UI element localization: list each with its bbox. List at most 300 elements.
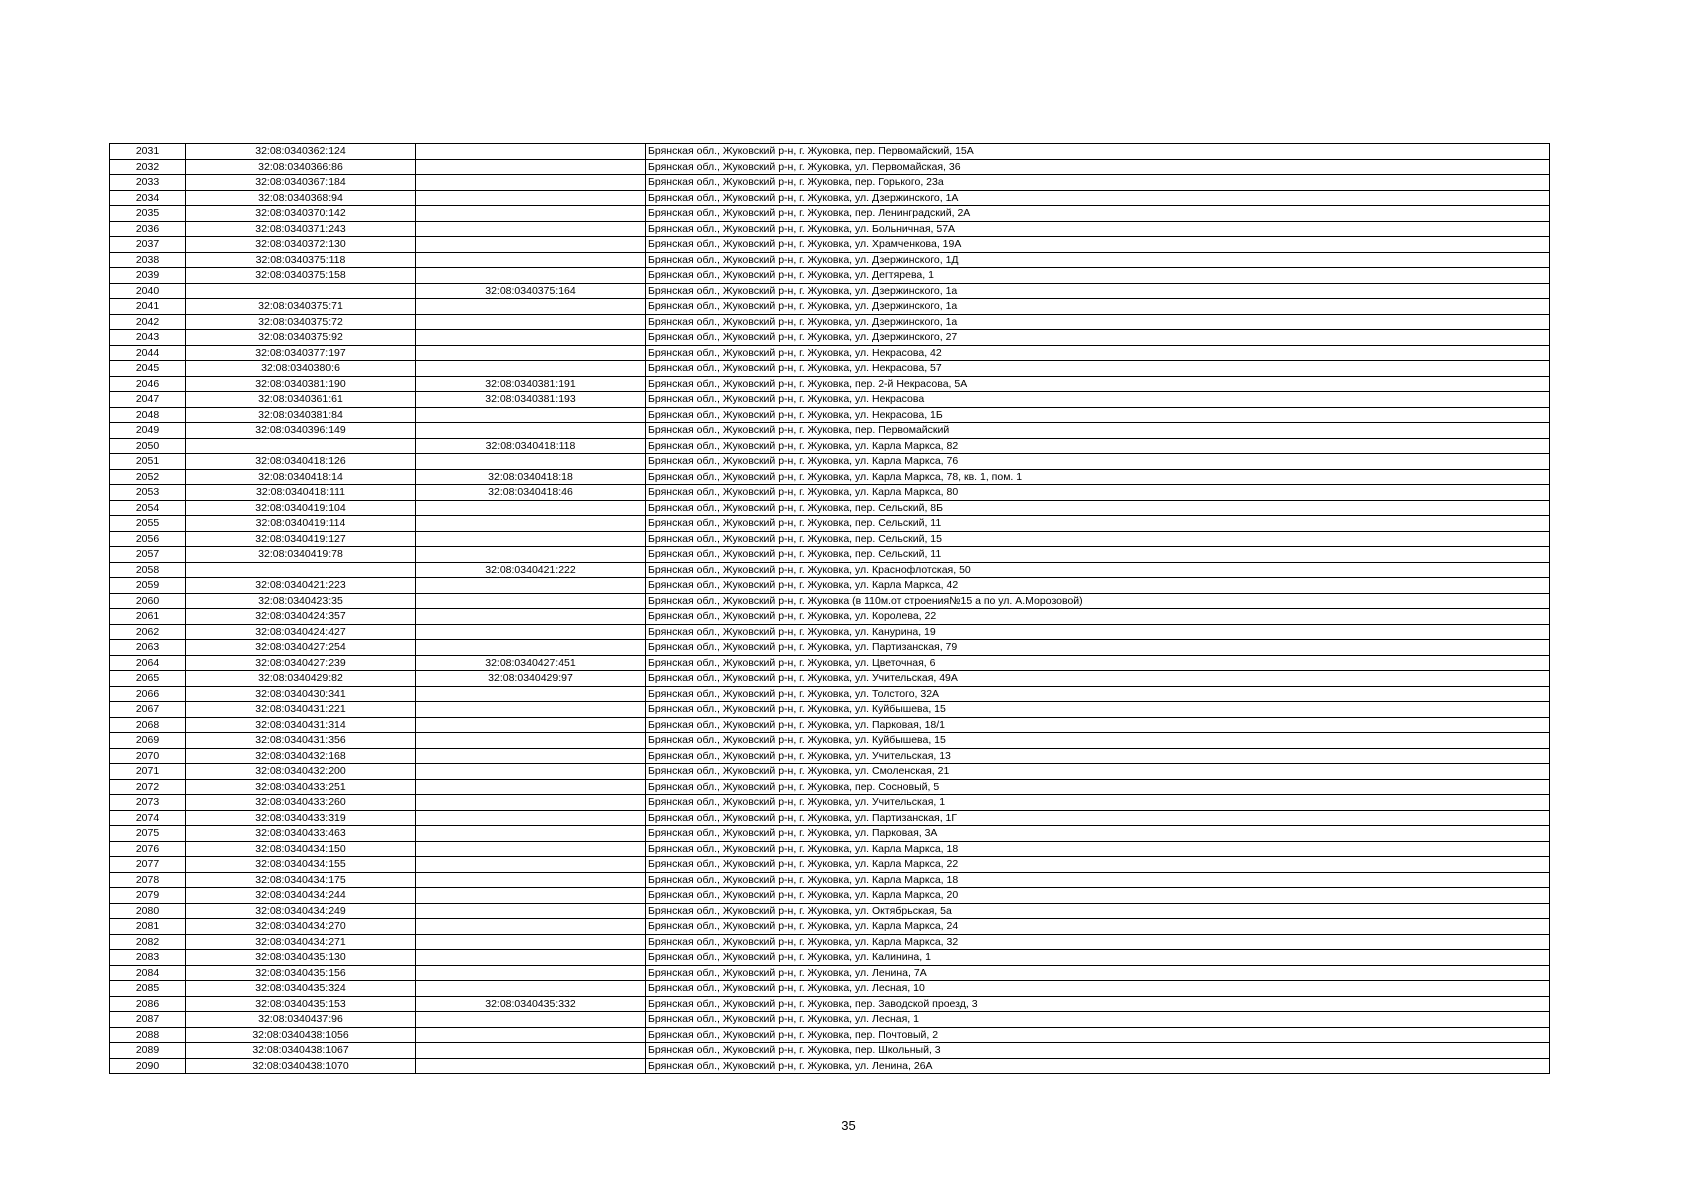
address-cell: Брянская обл., Жуковский р-н, г. Жуковка, ул. Дзержинского, 1а <box>646 283 1550 299</box>
table-row <box>110 237 1550 253</box>
address-cell: Брянская обл., Жуковский р-н, г. Жуковка (в 110м.от строения№15 а по ул. А.Морозовой) <box>646 593 1550 609</box>
cadastral-number-cell: 32:08:0340427:254 <box>186 640 416 656</box>
row-number-cell: 2080 <box>110 903 186 919</box>
related-cadastral-number-cell: 32:08:0340435:332 <box>416 996 646 1012</box>
cadastral-number-cell: 32:08:0340433:319 <box>186 810 416 826</box>
table-row <box>110 640 1550 656</box>
cadastral-number-cell: 32:08:0340435:156 <box>186 965 416 981</box>
row-number-cell: 2050 <box>110 438 186 454</box>
table-row <box>110 748 1550 764</box>
address-cell: Брянская обл., Жуковский р-н, г. Жуковка, пер. Ленинградский, 2А <box>646 206 1550 222</box>
table-row <box>110 888 1550 904</box>
cadastral-number-cell: 32:08:0340434:150 <box>186 841 416 857</box>
address-cell: Брянская обл., Жуковский р-н, г. Жуковка, ул. Карла Маркса, 18 <box>646 872 1550 888</box>
address-cell: Брянская обл., Жуковский р-н, г. Жуковка, ул. Карла Маркса, 80 <box>646 485 1550 501</box>
cadastral-number-cell: 32:08:0340366:86 <box>186 159 416 175</box>
related-cadastral-number-cell <box>416 268 646 284</box>
table-row <box>110 950 1550 966</box>
row-number-cell: 2059 <box>110 578 186 594</box>
cadastral-number-cell: 32:08:0340362:124 <box>186 144 416 160</box>
address-cell: Брянская обл., Жуковский р-н, г. Жуковка, ул. Карла Маркса, 32 <box>646 934 1550 950</box>
related-cadastral-number-cell <box>416 841 646 857</box>
cadastral-number-cell: 32:08:0340424:427 <box>186 624 416 640</box>
cadastral-number-cell: 32:08:0340372:130 <box>186 237 416 253</box>
row-number-cell: 2047 <box>110 392 186 408</box>
row-number-cell: 2034 <box>110 190 186 206</box>
row-number-cell: 2038 <box>110 252 186 268</box>
address-cell: Брянская обл., Жуковский р-н, г. Жуковка, ул. Дзержинского, 1а <box>646 299 1550 315</box>
table-row <box>110 175 1550 191</box>
cadastral-number-cell: 32:08:0340433:260 <box>186 795 416 811</box>
row-number-cell: 2089 <box>110 1043 186 1059</box>
table-row <box>110 857 1550 873</box>
address-cell: Брянская обл., Жуковский р-н, г. Жуковка, ул. Карла Маркса, 22 <box>646 857 1550 873</box>
row-number-cell: 2086 <box>110 996 186 1012</box>
cadastral-number-cell: 32:08:0340367:184 <box>186 175 416 191</box>
table-row <box>110 268 1550 284</box>
row-number-cell: 2041 <box>110 299 186 315</box>
address-cell: Брянская обл., Жуковский р-н, г. Жуковка, ул. Смоленская, 21 <box>646 764 1550 780</box>
related-cadastral-number-cell <box>416 299 646 315</box>
table-row <box>110 872 1550 888</box>
table-row <box>110 826 1550 842</box>
row-number-cell: 2031 <box>110 144 186 160</box>
table-row <box>110 283 1550 299</box>
address-cell: Брянская обл., Жуковский р-н, г. Жуковка, ул. Некрасова, 57 <box>646 361 1550 377</box>
cadastral-number-cell: 32:08:0340418:111 <box>186 485 416 501</box>
related-cadastral-number-cell <box>416 144 646 160</box>
cadastral-number-cell: 32:08:0340375:72 <box>186 314 416 330</box>
land-parcels-table <box>109 143 1550 1074</box>
related-cadastral-number-cell <box>416 237 646 253</box>
row-number-cell: 2064 <box>110 655 186 671</box>
cadastral-number-cell: 32:08:0340431:314 <box>186 717 416 733</box>
row-number-cell: 2084 <box>110 965 186 981</box>
table-row <box>110 516 1550 532</box>
cadastral-number-cell: 32:08:0340424:357 <box>186 609 416 625</box>
table-row <box>110 438 1550 454</box>
table-row <box>110 407 1550 423</box>
row-number-cell: 2076 <box>110 841 186 857</box>
related-cadastral-number-cell <box>416 826 646 842</box>
related-cadastral-number-cell <box>416 764 646 780</box>
related-cadastral-number-cell <box>416 748 646 764</box>
table-row <box>110 392 1550 408</box>
table-row <box>110 764 1550 780</box>
related-cadastral-number-cell <box>416 500 646 516</box>
row-number-cell: 2088 <box>110 1027 186 1043</box>
table-row <box>110 686 1550 702</box>
row-number-cell: 2045 <box>110 361 186 377</box>
row-number-cell: 2057 <box>110 547 186 563</box>
address-cell: Брянская обл., Жуковский р-н, г. Жуковка, ул. Цветочная, 6 <box>646 655 1550 671</box>
row-number-cell: 2037 <box>110 237 186 253</box>
related-cadastral-number-cell <box>416 609 646 625</box>
address-cell: Брянская обл., Жуковский р-н, г. Жуковка, пер. Первомайский, 15А <box>646 144 1550 160</box>
cadastral-number-cell: 32:08:0340368:94 <box>186 190 416 206</box>
table-row <box>110 578 1550 594</box>
page-number: 35 <box>841 1118 856 1133</box>
row-number-cell: 2071 <box>110 764 186 780</box>
row-number-cell: 2068 <box>110 717 186 733</box>
cadastral-number-cell: 32:08:0340418:14 <box>186 469 416 485</box>
related-cadastral-number-cell <box>416 159 646 175</box>
address-cell: Брянская обл., Жуковский р-н, г. Жуковка, ул. Учительская, 13 <box>646 748 1550 764</box>
row-number-cell: 2067 <box>110 702 186 718</box>
related-cadastral-number-cell <box>416 330 646 346</box>
cadastral-number-cell: 32:08:0340370:142 <box>186 206 416 222</box>
address-cell: Брянская обл., Жуковский р-н, г. Жуковка, пер. Сосновый, 5 <box>646 779 1550 795</box>
table-row <box>110 345 1550 361</box>
table-row <box>110 252 1550 268</box>
row-number-cell: 2054 <box>110 500 186 516</box>
related-cadastral-number-cell: 32:08:0340427:451 <box>416 655 646 671</box>
row-number-cell: 2070 <box>110 748 186 764</box>
related-cadastral-number-cell: 32:08:0340418:46 <box>416 485 646 501</box>
related-cadastral-number-cell <box>416 857 646 873</box>
table-row <box>110 593 1550 609</box>
cadastral-number-cell: 32:08:0340375:92 <box>186 330 416 346</box>
related-cadastral-number-cell <box>416 1043 646 1059</box>
table-row <box>110 206 1550 222</box>
row-number-cell: 2042 <box>110 314 186 330</box>
row-number-cell: 2036 <box>110 221 186 237</box>
row-number-cell: 2049 <box>110 423 186 439</box>
row-number-cell: 2065 <box>110 671 186 687</box>
address-cell: Брянская обл., Жуковский р-н, г. Жуковка, ул. Дзержинского, 1Д <box>646 252 1550 268</box>
address-cell: Брянская обл., Жуковский р-н, г. Жуковка, ул. Лесная, 10 <box>646 981 1550 997</box>
address-cell: Брянская обл., Жуковский р-н, г. Жуковка, ул. Королева, 22 <box>646 609 1550 625</box>
row-number-cell: 2060 <box>110 593 186 609</box>
cadastral-number-cell: 32:08:0340375:158 <box>186 268 416 284</box>
address-cell: Брянская обл., Жуковский р-н, г. Жуковка, ул. Больничная, 57А <box>646 221 1550 237</box>
table-row <box>110 547 1550 563</box>
cadastral-number-cell: 32:08:0340434:271 <box>186 934 416 950</box>
row-number-cell: 2035 <box>110 206 186 222</box>
cadastral-number-cell <box>186 283 416 299</box>
related-cadastral-number-cell <box>416 1012 646 1028</box>
table-row <box>110 903 1550 919</box>
row-number-cell: 2085 <box>110 981 186 997</box>
table-row <box>110 361 1550 377</box>
row-number-cell: 2053 <box>110 485 186 501</box>
address-cell: Брянская обл., Жуковский р-н, г. Жуковка, пер. Сельский, 11 <box>646 516 1550 532</box>
cadastral-number-cell: 32:08:0340419:78 <box>186 547 416 563</box>
table-row <box>110 485 1550 501</box>
row-number-cell: 2058 <box>110 562 186 578</box>
table-row <box>110 919 1550 935</box>
table-row <box>110 717 1550 733</box>
related-cadastral-number-cell <box>416 872 646 888</box>
related-cadastral-number-cell <box>416 361 646 377</box>
row-number-cell: 2046 <box>110 376 186 392</box>
row-number-cell: 2039 <box>110 268 186 284</box>
cadastral-number-cell: 32:08:0340377:197 <box>186 345 416 361</box>
table-row <box>110 841 1550 857</box>
address-cell: Брянская обл., Жуковский р-н, г. Жуковка, ул. Партизанская, 1Г <box>646 810 1550 826</box>
table-row <box>110 531 1550 547</box>
cadastral-number-cell: 32:08:0340433:251 <box>186 779 416 795</box>
related-cadastral-number-cell <box>416 407 646 423</box>
table-row <box>110 562 1550 578</box>
table-row <box>110 469 1550 485</box>
address-cell: Брянская обл., Жуковский р-н, г. Жуковка, пер. Школьный, 3 <box>646 1043 1550 1059</box>
address-cell: Брянская обл., Жуковский р-н, г. Жуковка, ул. Карла Маркса, 18 <box>646 841 1550 857</box>
row-number-cell: 2055 <box>110 516 186 532</box>
related-cadastral-number-cell: 32:08:0340429:97 <box>416 671 646 687</box>
cadastral-number-cell <box>186 438 416 454</box>
address-cell: Брянская обл., Жуковский р-н, г. Жуковка, ул. Парковая, 18/1 <box>646 717 1550 733</box>
table-row <box>110 702 1550 718</box>
address-cell: Брянская обл., Жуковский р-н, г. Жуковка, ул. Дегтярева, 1 <box>646 268 1550 284</box>
address-cell: Брянская обл., Жуковский р-н, г. Жуковка, ул. Краснофлотская, 50 <box>646 562 1550 578</box>
related-cadastral-number-cell <box>416 1027 646 1043</box>
address-cell: Брянская обл., Жуковский р-н, г. Жуковка, ул. Карла Маркса, 42 <box>646 578 1550 594</box>
table-row <box>110 981 1550 997</box>
table-row <box>110 500 1550 516</box>
cadastral-number-cell: 32:08:0340432:168 <box>186 748 416 764</box>
cadastral-number-cell: 32:08:0340431:356 <box>186 733 416 749</box>
row-number-cell: 2087 <box>110 1012 186 1028</box>
table-row <box>110 996 1550 1012</box>
cadastral-number-cell: 32:08:0340419:127 <box>186 531 416 547</box>
cadastral-number-cell: 32:08:0340418:126 <box>186 454 416 470</box>
cadastral-number-cell: 32:08:0340438:1070 <box>186 1058 416 1074</box>
row-number-cell: 2078 <box>110 872 186 888</box>
row-number-cell: 2044 <box>110 345 186 361</box>
address-cell: Брянская обл., Жуковский р-н, г. Жуковка, ул. Первомайская, 36 <box>646 159 1550 175</box>
address-cell: Брянская обл., Жуковский р-н, г. Жуковка, ул. Учительская, 1 <box>646 795 1550 811</box>
row-number-cell: 2043 <box>110 330 186 346</box>
row-number-cell: 2082 <box>110 934 186 950</box>
table-row <box>110 423 1550 439</box>
row-number-cell: 2061 <box>110 609 186 625</box>
address-cell: Брянская обл., Жуковский р-н, г. Жуковка, ул. Карла Маркса, 78, кв. 1, пом. 1 <box>646 469 1550 485</box>
address-cell: Брянская обл., Жуковский р-н, г. Жуковка, ул. Партизанская, 79 <box>646 640 1550 656</box>
address-cell: Брянская обл., Жуковский р-н, г. Жуковка, ул. Лесная, 1 <box>646 1012 1550 1028</box>
address-cell: Брянская обл., Жуковский р-н, г. Жуковка, ул. Некрасова, 1Б <box>646 407 1550 423</box>
cadastral-number-cell: 32:08:0340423:35 <box>186 593 416 609</box>
related-cadastral-number-cell <box>416 640 646 656</box>
related-cadastral-number-cell <box>416 578 646 594</box>
row-number-cell: 2077 <box>110 857 186 873</box>
related-cadastral-number-cell: 32:08:0340381:191 <box>416 376 646 392</box>
related-cadastral-number-cell <box>416 950 646 966</box>
address-cell: Брянская обл., Жуковский р-н, г. Жуковка, ул. Карла Маркса, 20 <box>646 888 1550 904</box>
table-body <box>110 144 1550 1074</box>
table-row <box>110 624 1550 640</box>
table-row <box>110 1043 1550 1059</box>
related-cadastral-number-cell <box>416 733 646 749</box>
address-cell: Брянская обл., Жуковский р-н, г. Жуковка, пер. Сельский, 8Б <box>646 500 1550 516</box>
address-cell: Брянская обл., Жуковский р-н, г. Жуковка, пер. Горького, 23а <box>646 175 1550 191</box>
row-number-cell: 2062 <box>110 624 186 640</box>
related-cadastral-number-cell <box>416 516 646 532</box>
address-cell: Брянская обл., Жуковский р-н, г. Жуковка, ул. Карла Маркса, 82 <box>646 438 1550 454</box>
address-cell: Брянская обл., Жуковский р-н, г. Жуковка, ул. Парковая, 3А <box>646 826 1550 842</box>
cadastral-number-cell: 32:08:0340375:71 <box>186 299 416 315</box>
row-number-cell: 2032 <box>110 159 186 175</box>
address-cell: Брянская обл., Жуковский р-н, г. Жуковка, ул. Дзержинского, 1А <box>646 190 1550 206</box>
row-number-cell: 2051 <box>110 454 186 470</box>
cadastral-number-cell: 32:08:0340429:82 <box>186 671 416 687</box>
related-cadastral-number-cell: 32:08:0340418:118 <box>416 438 646 454</box>
related-cadastral-number-cell <box>416 686 646 702</box>
cadastral-number-cell: 32:08:0340438:1067 <box>186 1043 416 1059</box>
address-cell: Брянская обл., Жуковский р-н, г. Жуковка, пер. 2-й Некрасова, 5А <box>646 376 1550 392</box>
cadastral-number-cell: 32:08:0340435:153 <box>186 996 416 1012</box>
address-cell: Брянская обл., Жуковский р-н, г. Жуковка, пер. Почтовый, 2 <box>646 1027 1550 1043</box>
table-row <box>110 795 1550 811</box>
cadastral-number-cell: 32:08:0340371:243 <box>186 221 416 237</box>
cadastral-number-cell: 32:08:0340435:130 <box>186 950 416 966</box>
related-cadastral-number-cell <box>416 919 646 935</box>
table-row <box>110 655 1550 671</box>
address-cell: Брянская обл., Жуковский р-н, г. Жуковка, ул. Дзержинского, 27 <box>646 330 1550 346</box>
related-cadastral-number-cell <box>416 175 646 191</box>
land-parcels-table-container <box>109 143 1550 1074</box>
table-row <box>110 1012 1550 1028</box>
cadastral-number-cell: 32:08:0340421:223 <box>186 578 416 594</box>
related-cadastral-number-cell: 32:08:0340418:18 <box>416 469 646 485</box>
row-number-cell: 2081 <box>110 919 186 935</box>
related-cadastral-number-cell <box>416 981 646 997</box>
cadastral-number-cell <box>186 562 416 578</box>
table-row <box>110 454 1550 470</box>
address-cell: Брянская обл., Жуковский р-н, г. Жуковка, пер. Первомайский <box>646 423 1550 439</box>
address-cell: Брянская обл., Жуковский р-н, г. Жуковка, ул. Карла Маркса, 24 <box>646 919 1550 935</box>
row-number-cell: 2079 <box>110 888 186 904</box>
cadastral-number-cell: 32:08:0340396:149 <box>186 423 416 439</box>
row-number-cell: 2073 <box>110 795 186 811</box>
row-number-cell: 2072 <box>110 779 186 795</box>
related-cadastral-number-cell <box>416 547 646 563</box>
table-row <box>110 190 1550 206</box>
address-cell: Брянская обл., Жуковский р-н, г. Жуковка, ул. Карла Маркса, 76 <box>646 454 1550 470</box>
row-number-cell: 2063 <box>110 640 186 656</box>
related-cadastral-number-cell <box>416 1058 646 1074</box>
cadastral-number-cell: 32:08:0340361:61 <box>186 392 416 408</box>
address-cell: Брянская обл., Жуковский р-н, г. Жуковка, ул. Толстого, 32А <box>646 686 1550 702</box>
address-cell: Брянская обл., Жуковский р-н, г. Жуковка, ул. Некрасова, 42 <box>646 345 1550 361</box>
table-row <box>110 934 1550 950</box>
related-cadastral-number-cell <box>416 624 646 640</box>
cadastral-number-cell: 32:08:0340432:200 <box>186 764 416 780</box>
related-cadastral-number-cell <box>416 454 646 470</box>
row-number-cell: 2066 <box>110 686 186 702</box>
table-row <box>110 1058 1550 1074</box>
row-number-cell: 2083 <box>110 950 186 966</box>
cadastral-number-cell: 32:08:0340375:118 <box>186 252 416 268</box>
related-cadastral-number-cell <box>416 314 646 330</box>
table-row <box>110 299 1550 315</box>
related-cadastral-number-cell <box>416 531 646 547</box>
row-number-cell: 2069 <box>110 733 186 749</box>
cadastral-number-cell: 32:08:0340434:270 <box>186 919 416 935</box>
related-cadastral-number-cell <box>416 888 646 904</box>
related-cadastral-number-cell <box>416 717 646 733</box>
row-number-cell: 2040 <box>110 283 186 299</box>
cadastral-number-cell: 32:08:0340419:114 <box>186 516 416 532</box>
cadastral-number-cell: 32:08:0340431:221 <box>186 702 416 718</box>
related-cadastral-number-cell <box>416 345 646 361</box>
row-number-cell: 2090 <box>110 1058 186 1074</box>
address-cell: Брянская обл., Жуковский р-н, г. Жуковка, ул. Дзержинского, 1а <box>646 314 1550 330</box>
related-cadastral-number-cell <box>416 190 646 206</box>
address-cell: Брянская обл., Жуковский р-н, г. Жуковка, ул. Куйбышева, 15 <box>646 733 1550 749</box>
related-cadastral-number-cell <box>416 779 646 795</box>
table-row <box>110 810 1550 826</box>
related-cadastral-number-cell: 32:08:0340421:222 <box>416 562 646 578</box>
address-cell: Брянская обл., Жуковский р-н, г. Жуковка, ул. Октябрьская, 5а <box>646 903 1550 919</box>
address-cell: Брянская обл., Жуковский р-н, г. Жуковка, ул. Ленина, 26А <box>646 1058 1550 1074</box>
related-cadastral-number-cell <box>416 965 646 981</box>
table-row <box>110 314 1550 330</box>
row-number-cell: 2074 <box>110 810 186 826</box>
address-cell: Брянская обл., Жуковский р-н, г. Жуковка, пер. Сельский, 15 <box>646 531 1550 547</box>
table-row <box>110 376 1550 392</box>
related-cadastral-number-cell <box>416 593 646 609</box>
related-cadastral-number-cell <box>416 903 646 919</box>
row-number-cell: 2056 <box>110 531 186 547</box>
cadastral-number-cell: 32:08:0340380:6 <box>186 361 416 377</box>
table-row <box>110 733 1550 749</box>
cadastral-number-cell: 32:08:0340381:190 <box>186 376 416 392</box>
cadastral-number-cell: 32:08:0340433:463 <box>186 826 416 842</box>
related-cadastral-number-cell: 32:08:0340375:164 <box>416 283 646 299</box>
address-cell: Брянская обл., Жуковский р-н, г. Жуковка, ул. Канурина, 19 <box>646 624 1550 640</box>
table-row <box>110 609 1550 625</box>
related-cadastral-number-cell <box>416 423 646 439</box>
cadastral-number-cell: 32:08:0340434:244 <box>186 888 416 904</box>
cadastral-number-cell: 32:08:0340427:239 <box>186 655 416 671</box>
related-cadastral-number-cell <box>416 252 646 268</box>
cadastral-number-cell: 32:08:0340381:84 <box>186 407 416 423</box>
related-cadastral-number-cell <box>416 702 646 718</box>
table-row <box>110 330 1550 346</box>
table-row <box>110 159 1550 175</box>
row-number-cell: 2048 <box>110 407 186 423</box>
address-cell: Брянская обл., Жуковский р-н, г. Жуковка, ул. Ленина, 7А <box>646 965 1550 981</box>
cadastral-number-cell: 32:08:0340434:155 <box>186 857 416 873</box>
cadastral-number-cell: 32:08:0340434:175 <box>186 872 416 888</box>
related-cadastral-number-cell <box>416 795 646 811</box>
related-cadastral-number-cell <box>416 206 646 222</box>
table-row <box>110 144 1550 160</box>
address-cell: Брянская обл., Жуковский р-н, г. Жуковка, ул. Учительская, 49А <box>646 671 1550 687</box>
related-cadastral-number-cell <box>416 221 646 237</box>
related-cadastral-number-cell <box>416 934 646 950</box>
row-number-cell: 2052 <box>110 469 186 485</box>
cadastral-number-cell: 32:08:0340434:249 <box>186 903 416 919</box>
table-row <box>110 221 1550 237</box>
address-cell: Брянская обл., Жуковский р-н, г. Жуковка, пер. Заводской проезд, 3 <box>646 996 1550 1012</box>
related-cadastral-number-cell: 32:08:0340381:193 <box>416 392 646 408</box>
cadastral-number-cell: 32:08:0340437:96 <box>186 1012 416 1028</box>
cadastral-number-cell: 32:08:0340438:1056 <box>186 1027 416 1043</box>
address-cell: Брянская обл., Жуковский р-н, г. Жуковка, ул. Калинина, 1 <box>646 950 1550 966</box>
table-row <box>110 779 1550 795</box>
address-cell: Брянская обл., Жуковский р-н, г. Жуковка, ул. Некрасова <box>646 392 1550 408</box>
table-row <box>110 1027 1550 1043</box>
cadastral-number-cell: 32:08:0340419:104 <box>186 500 416 516</box>
row-number-cell: 2075 <box>110 826 186 842</box>
cadastral-number-cell: 32:08:0340435:324 <box>186 981 416 997</box>
related-cadastral-number-cell <box>416 810 646 826</box>
table-row <box>110 671 1550 687</box>
address-cell: Брянская обл., Жуковский р-н, г. Жуковка, пер. Сельский, 11 <box>646 547 1550 563</box>
address-cell: Брянская обл., Жуковский р-н, г. Жуковка, ул. Храмченкова, 19А <box>646 237 1550 253</box>
